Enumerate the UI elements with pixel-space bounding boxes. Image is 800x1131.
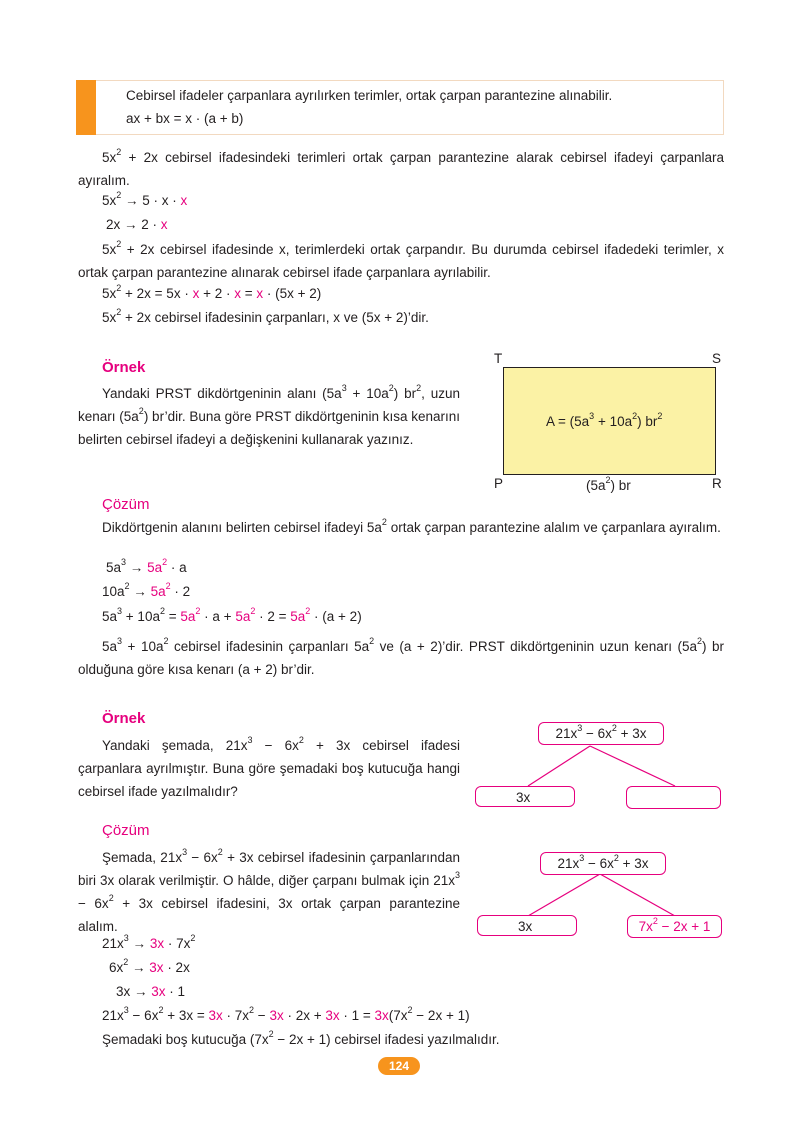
rule-formula: ax + bx = x · (a + b) bbox=[126, 111, 244, 126]
example-2-text: Yandaki şemada, $21x^3 - 6x^2 + 3x$ cebirsel ifadesi çarpanlara ayrılmıştır. Buna göre şemadaki boş kutucuğa hangi cebirsel ifade yazılmalıdır? bbox=[78, 735, 460, 799]
vertex-label-p: P bbox=[494, 476, 504, 491]
rectangle-area-label: $A = (5a^3 + 10a^2)$ $br^2$ bbox=[546, 411, 663, 429]
solution-2-heading: Çözüm bbox=[102, 822, 150, 839]
solution-1-heading: Çözüm bbox=[102, 496, 150, 513]
solution-2-line-1: $21x^3 \to 3x \cdot 7x^2$ bbox=[102, 933, 196, 951]
vertex-label-t: T bbox=[494, 351, 503, 366]
vertex-label-s: S bbox=[712, 351, 722, 366]
page-number: 124 bbox=[378, 1057, 420, 1075]
solution-1-paragraph: Dikdörtgenin alanını belirten cebirsel ifadeyi $5a^2$ ortak çarpan parantezine alalım ve çarpanlara ayıralım. bbox=[102, 517, 721, 535]
example-1-heading: Örnek bbox=[102, 359, 146, 376]
solution-1-line-1: $5a^3 \to 5a^2 \cdot a$ bbox=[106, 557, 187, 575]
solution-2-line-4: $21x^3 - 6x^2 + 3x = 3x \cdot 7x^2 - 3x \cdot 2x + 3x \cdot 1 = 3x(7x^2 - 2x + 1)$ bbox=[102, 1005, 470, 1023]
solution-2-line-3: 3x → 3x · 1 bbox=[116, 984, 186, 999]
example-1-text: Yandaki PRST dikdörtgeninin alanı $(5a^3 + 10a^2)$ $br^2$, uzun kenarı $(5a^2)$ br’dir. Buna göre PRST dikdörtgeninin kısa kenarını belirten cebirsel ifadeyi a değişkenini kullanarak yazınız. bbox=[78, 383, 460, 447]
intro-paragraph-1: $5x^2 + 2x$ cebirsel ifadesindeki terimleri ortak çarpan parantezine alarak cebirsel ifadeyi çarpanlara ayıralım. bbox=[78, 147, 724, 188]
tree-2-root: $21x^3 - 6x^2 + 3x$ bbox=[540, 852, 666, 875]
intro-conclusion: $5x^2 + 2x$ cebirsel ifadesinin çarpanları, x ve (5x + 2)’dir. bbox=[102, 307, 429, 325]
intro-eq-2: 2x → 2 · x bbox=[106, 217, 168, 232]
tree-2-right-factor: $7x^2 - 2x + 1$ bbox=[627, 915, 722, 938]
rule-text: Cebirsel ifadeler çarpanlara ayrılırken terimler, ortak çarpan parantezine alınabilir. bbox=[126, 88, 613, 103]
solution-1-line-3: $5a^3 + 10a^2 = 5a^2 \cdot a + 5a^2 \cdot 2 = 5a^2 \cdot (a + 2)$ bbox=[102, 606, 362, 624]
intro-eq-3: $5x^2 + 2x = 5x \cdot x + 2 \cdot x = x \cdot (5x + 2)$ bbox=[102, 283, 322, 301]
tree-1-left-factor: 3x bbox=[475, 786, 575, 807]
intro-eq-1: $5x^2 \to 5 \cdot x \cdot x$ bbox=[102, 190, 188, 208]
solution-1-conclusion: $5a^3 + 10a^2$ cebirsel ifadesinin çarpanları $5a^2$ ve (a + 2)’dir. PRST dikdörtgeninin uzun kenarı $(5a^2)$ br olduğuna göre kısa kenarı (a + 2) br’dir. bbox=[78, 636, 725, 677]
solution-2-conclusion: Şemadaki boş kutucuğa $(7x^2 - 2x + 1)$ cebirsel ifadesi yazılmalıdır. bbox=[102, 1029, 500, 1047]
tree-2-left-factor: 3x bbox=[477, 915, 577, 936]
rectangle-bottom-label: $(5a^2)$ br bbox=[586, 475, 631, 493]
tree-1-root: $21x^3 - 6x^2 + 3x$ bbox=[538, 722, 664, 745]
solution-2-paragraph: Şemada, $21x^3 - 6x^2 + 3x$ cebirsel ifadesinin çarpanlarından biri 3x olarak verilmiştir. O hâlde, diğer çarpanı bulmak için $21x^3 - 6x^2 + 3x$ cebirsel ifadesini, 3x ortak çarpan parantezine alalım. bbox=[78, 847, 460, 934]
solution-2-line-2: $6x^2 \to 3x \cdot 2x$ bbox=[109, 957, 190, 975]
intro-paragraph-2: $5x^2 + 2x$ cebirsel ifadesinde x, terimlerdeki ortak çarpandır. Bu durumda cebirsel ifadedeki terimler, x ortak çarpan parantezine alınarak cebirsel ifade çarpanlara ayrılabilir. bbox=[78, 239, 724, 280]
vertex-label-r: R bbox=[712, 476, 722, 491]
solution-1-line-2: $10a^2 \to 5a^2 \cdot 2$ bbox=[102, 581, 191, 599]
rule-accent-bar bbox=[76, 80, 96, 135]
example-2-heading: Örnek bbox=[102, 710, 146, 727]
tree-1-empty-box bbox=[626, 786, 721, 809]
